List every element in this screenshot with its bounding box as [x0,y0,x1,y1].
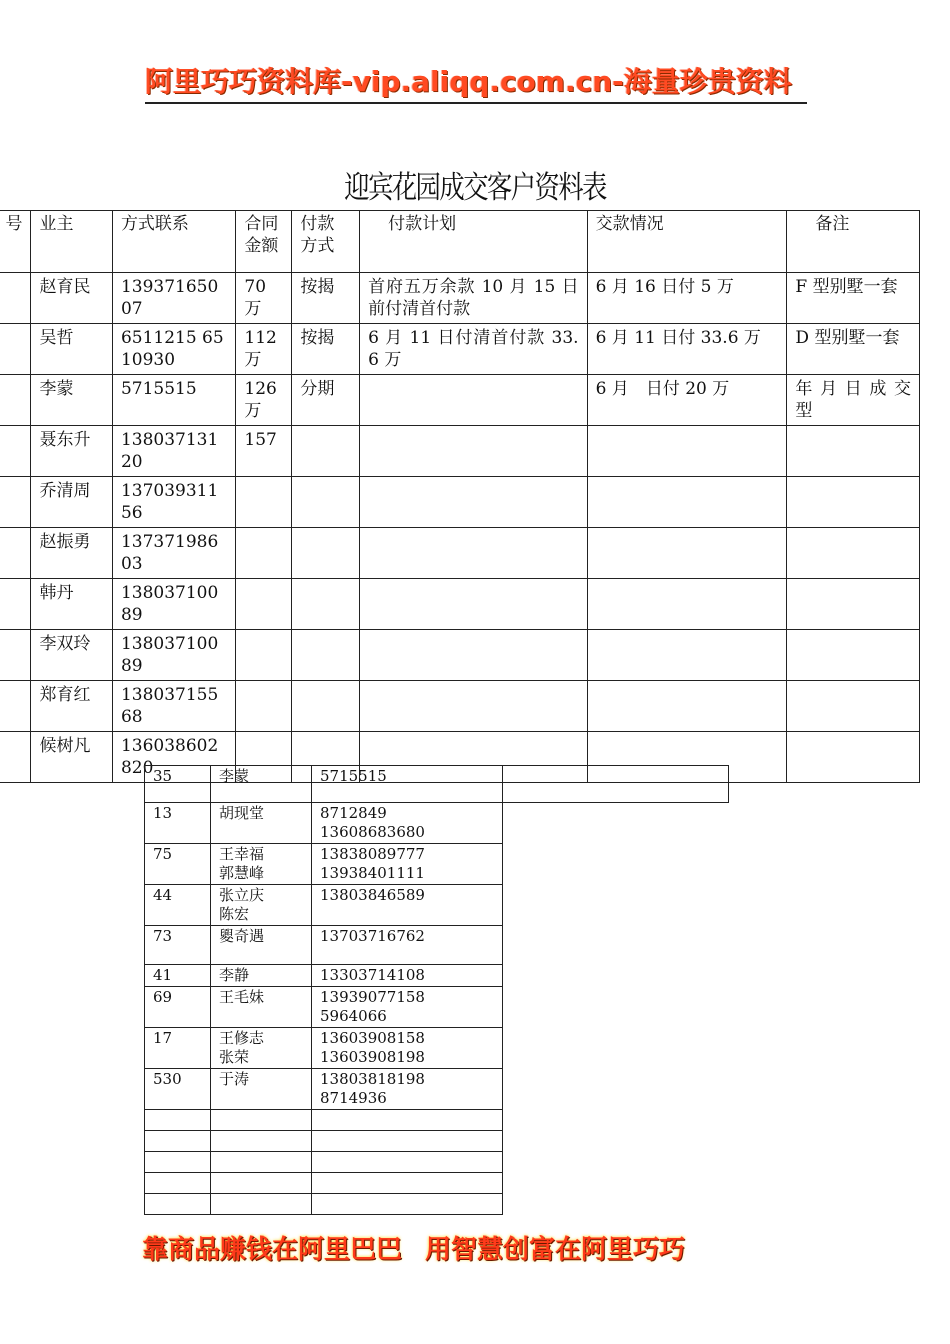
header-payment-status: 交款情况 [587,211,787,273]
table-row [0,375,920,426]
cell-no [0,579,31,630]
cell-remarks: 年 月 日 成 交 型 [787,375,920,426]
cell-remarks [787,681,920,732]
cell-extra [503,1173,729,1194]
cell-payment-status: 6 月 11 日付 33.6 万 [587,324,787,375]
cell-extra [503,1028,729,1069]
cell-name [211,1173,312,1194]
cell-id [145,1173,211,1194]
cell-payment-plan [360,528,587,579]
page-title: 迎宾花园成交客户资料表 [344,170,606,206]
table-row [0,681,920,732]
cell-payment-plan [360,375,587,426]
cell-payment-status [587,477,787,528]
cell-extra [503,926,729,965]
cell-contact: 13937165007 [112,273,235,324]
list-item [145,1110,729,1131]
cell-name: 胡现堂 [211,803,312,844]
cell-payment-method [292,681,360,732]
cell-phone: 13803818198 8714936 [312,1069,503,1110]
cell-no [0,324,31,375]
cell-name: 王毛妹 [211,987,312,1028]
cell-extra [503,1194,729,1215]
cell-owner: 赵振勇 [31,528,112,579]
list-item [145,885,729,926]
cell-phone: 13803846589 [312,885,503,926]
cell-payment-status [587,579,787,630]
cell-phone [312,1173,503,1194]
cell-payment-plan [360,477,587,528]
table-row [0,324,920,375]
cell-contact: 13803715568 [112,681,235,732]
cell-amount: 126 万 [236,375,292,426]
cell-owner: 聂东升 [31,426,112,477]
cell-payment-status: 6 月 日付 20 万 [587,375,787,426]
cell-payment-method: 分期 [292,375,360,426]
top-banner: 阿里巧巧资料库-vip.aliqq.com.cn-海量珍贵资料 [145,62,807,104]
cell-remarks [787,528,920,579]
cell-owner: 李蒙 [31,375,112,426]
list-item [145,766,729,803]
cell-payment-status [587,426,787,477]
cell-payment-method [292,579,360,630]
table-row [0,528,920,579]
bottom-banner: 靠商品赚钱在阿里巴巴 用智慧创富在阿里巧巧 [142,1235,686,1265]
header-remarks: 备注 [787,211,920,273]
table-row [0,630,920,681]
cell-phone [312,1152,503,1173]
cell-payment-method: 按揭 [292,273,360,324]
cell-id [145,1152,211,1173]
cell-payment-plan: 首府五万余款 10 月 15 日前付清首付款 [360,273,587,324]
list-item [145,803,729,844]
cell-amount [236,579,292,630]
cell-extra [503,766,729,803]
table-row [0,273,920,324]
cell-remarks [787,732,920,783]
cell-phone: 13838089777 13938401111 [312,844,503,885]
cell-amount [236,630,292,681]
list-item [145,1194,729,1215]
cell-remarks [787,630,920,681]
cell-contact: 13703931156 [112,477,235,528]
cell-id: 73 [145,926,211,965]
cell-phone [312,1110,503,1131]
cell-owner: 韩丹 [31,579,112,630]
cell-remarks [787,477,920,528]
list-item [145,926,729,965]
cell-contact: 13737198603 [112,528,235,579]
cell-phone: 13939077158 5964066 [312,987,503,1028]
cell-extra [503,987,729,1028]
cell-id: 44 [145,885,211,926]
header-payment-method: 付款方式 [292,211,360,273]
header-payment-plan: 付款计划 [360,211,587,273]
cell-payment-method: 按揭 [292,324,360,375]
cell-no [0,528,31,579]
header-amount: 合同金额 [236,211,292,273]
cell-name: 王修志 张荣 [211,1028,312,1069]
cell-extra [503,1069,729,1110]
header-owner: 业主 [31,211,112,273]
cell-contact: 5715515 [112,375,235,426]
cell-name: 王幸福 郭慧峰 [211,844,312,885]
cell-phone [312,1194,503,1215]
cell-id [145,1110,211,1131]
cell-payment-method [292,630,360,681]
cell-extra [503,1110,729,1131]
cell-payment-status [587,630,787,681]
cell-name: 于涛 [211,1069,312,1110]
cell-id: 13 [145,803,211,844]
cell-owner: 候树凡 [31,732,112,783]
cell-payment-plan [360,579,587,630]
cell-no [0,273,31,324]
cell-id [145,1194,211,1215]
cell-contact: 13803710089 [112,630,235,681]
cell-id: 41 [145,965,211,987]
cell-payment-method [292,477,360,528]
table-row [0,477,920,528]
cell-name: 夓奇遇 [211,926,312,965]
cell-phone: 13303714108 [312,965,503,987]
cell-no [0,426,31,477]
header-contact: 方式联系 [112,211,235,273]
cell-payment-status [587,681,787,732]
cell-extra [503,844,729,885]
cell-owner: 赵育民 [31,273,112,324]
cell-extra [503,803,729,844]
cell-extra [503,1152,729,1173]
cell-no [0,732,31,783]
cell-amount [236,477,292,528]
cell-name: 李蒙 [211,766,312,803]
cell-remarks [787,426,920,477]
cell-name [211,1110,312,1131]
cell-amount: 70 万 [236,273,292,324]
cell-remarks: F 型别墅一套 [787,273,920,324]
cell-contact: 136038602820 [112,732,235,783]
cell-no [0,630,31,681]
cell-extra [503,1131,729,1152]
cell-extra [503,965,729,987]
customer-table [0,210,920,783]
cell-id: 75 [145,844,211,885]
cell-name [211,1131,312,1152]
cell-name [211,1194,312,1215]
cell-no [0,477,31,528]
cell-amount [236,681,292,732]
cell-remarks [787,579,920,630]
cell-amount: 112 万 [236,324,292,375]
list-item [145,1131,729,1152]
cell-remarks: D 型别墅一套 [787,324,920,375]
cell-name: 张立庆 陈宏 [211,885,312,926]
table-row [0,579,920,630]
cell-amount [236,528,292,579]
cell-contact: 13803710089 [112,579,235,630]
cell-owner: 吴哲 [31,324,112,375]
cell-id: 17 [145,1028,211,1069]
cell-id: 530 [145,1069,211,1110]
cell-name [211,1152,312,1173]
owner-contact-table [144,765,729,1215]
table-row [0,426,920,477]
table-header-row [0,211,920,273]
list-item [145,987,729,1028]
cell-amount: 157 [236,426,292,477]
cell-payment-plan [360,426,587,477]
cell-phone [312,1131,503,1152]
cell-phone: 5715515 [312,766,503,803]
header-no: 号 [0,211,31,273]
cell-contact: 6511215 6510930 [112,324,235,375]
cell-owner: 郑育红 [31,681,112,732]
cell-payment-method [292,426,360,477]
cell-payment-method [292,528,360,579]
cell-no [0,375,31,426]
cell-contact: 13803713120 [112,426,235,477]
cell-id [145,1131,211,1152]
cell-no [0,681,31,732]
cell-name: 李静 [211,965,312,987]
cell-payment-plan [360,681,587,732]
list-item [145,844,729,885]
cell-payment-plan: 6 月 11 日付清首付款 33.6 万 [360,324,587,375]
list-item [145,1069,729,1110]
cell-phone: 8712849 13608683680 [312,803,503,844]
cell-id: 69 [145,987,211,1028]
cell-phone: 13703716762 [312,926,503,965]
cell-payment-plan [360,630,587,681]
list-item [145,1173,729,1194]
cell-owner: 乔清周 [31,477,112,528]
list-item [145,965,729,987]
cell-payment-status [587,528,787,579]
cell-phone: 13603908158 13603908198 [312,1028,503,1069]
cell-extra [503,885,729,926]
cell-owner: 李双玲 [31,630,112,681]
list-item [145,1152,729,1173]
cell-payment-status: 6 月 16 日付 5 万 [587,273,787,324]
cell-id: 35 [145,766,211,803]
list-item [145,1028,729,1069]
